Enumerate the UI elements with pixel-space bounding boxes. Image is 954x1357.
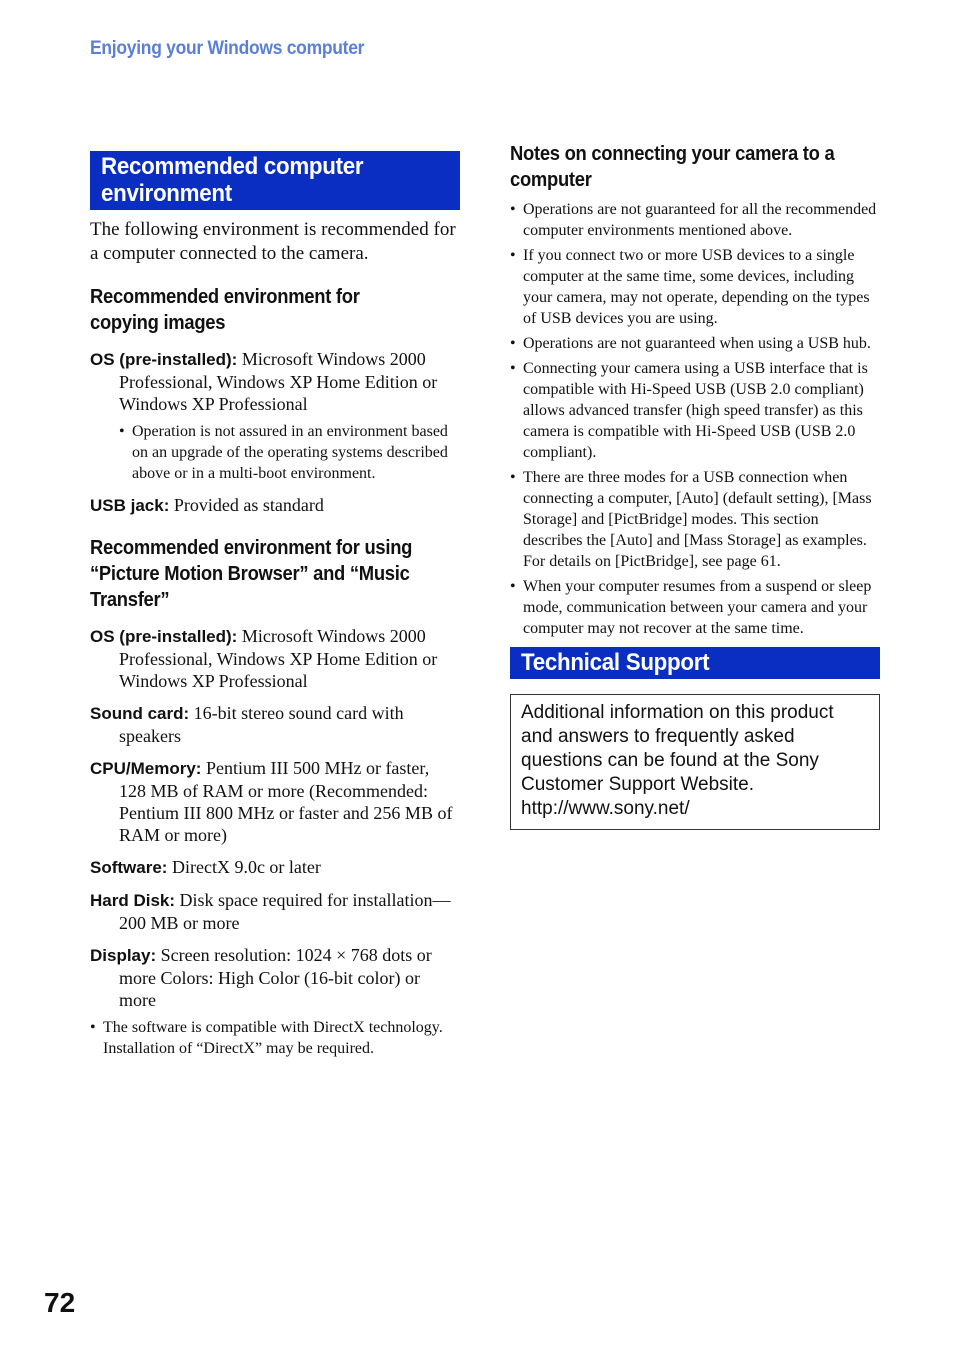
spec-hard-disk [90, 889, 460, 934]
spec-label: Software: [90, 858, 168, 877]
section-title-technical-support: Technical Support [510, 647, 880, 679]
support-text: Additional information on this product and answers to frequently asked questions can be found at the Sony Customer Support Website. [521, 702, 834, 795]
spec-software [90, 856, 460, 879]
spec-os-copying [90, 348, 460, 415]
running-head: Enjoying your Windows computer [90, 38, 365, 59]
notes-list [510, 199, 880, 639]
spec-display [90, 944, 460, 1011]
spec-value: 16-bit stereo sound card with speakers [119, 703, 404, 746]
spec-label: OS (pre-installed): [90, 350, 238, 369]
note-directx: • The software is compatible with DirectX technology. Installation of “DirectX” may be required. [90, 1017, 460, 1059]
list-item: • There are three modes for a USB connection when connecting a computer, [Auto] (default setting), [Mass Storage] and [PictBridge] modes. This section describes the [Auto] and [Mass Storage] as examples. For details on [PictBridge], see page 61. [510, 467, 880, 572]
spec-label: Sound card: [90, 704, 190, 723]
note-os-upgrade: • Operation is not assured in an environment based on an upgrade of the operating systems described above or in a multi-boot environment. [90, 421, 460, 484]
list-item: • Connecting your camera using a USB interface that is compatible with Hi-Speed USB (USB 2.0 compliant) allows advanced transfer (high speed transfer) as this camera is compatible with Hi-Speed USB (USB 2.0 compliant). [510, 358, 880, 463]
spec-label: Display: [90, 946, 157, 965]
spec-label: Hard Disk: [90, 891, 176, 910]
subheading-copying-images: Recommended environment for copying images [90, 286, 360, 334]
support-url-link[interactable]: http://www.sony.net/ [521, 798, 690, 819]
spec-value: Microsoft Windows 2000 Professional, Windows XP Home Edition or Windows XP Professional [119, 349, 438, 414]
spec-label: OS (pre-installed): [90, 627, 238, 646]
spec-value: Provided as standard [169, 495, 324, 515]
subheading-software-environment: Recommended environment for using “Picture Motion Browser” and “Music Transfer” [90, 537, 413, 611]
spec-value: Microsoft Windows 2000 Professional, Windows XP Home Edition or Windows XP Professional [119, 626, 438, 691]
spec-cpu-memory [90, 757, 460, 846]
spec-label: USB jack: [90, 496, 170, 515]
list-item: • If you connect two or more USB devices to a single computer at the same time, some devices, including your camera, may not operate, depending on the types of USB devices you are using. [510, 245, 880, 329]
spec-os-software [90, 625, 460, 692]
left-column [90, 151, 460, 1069]
support-info-box [510, 694, 880, 830]
spec-value: DirectX 9.0c or later [167, 857, 321, 877]
right-column [510, 141, 880, 830]
list-item: • When your computer resumes from a suspend or sleep mode, communication between your camera and your computer may not recover at the same time. [510, 576, 880, 639]
list-item: • Operations are not guaranteed when using a USB hub. [510, 333, 880, 354]
page-number: 72 [44, 1287, 76, 1318]
section-title-recommended-environment: Recommended computer environment [90, 151, 460, 210]
intro-paragraph: The following environment is recommended for a computer connected to the camera. [90, 219, 456, 264]
spec-value: Disk space required for installation—200 MB or more [119, 890, 451, 933]
notes-heading: Notes on connecting your camera to a computer [510, 143, 835, 191]
spec-value: Screen resolution: 1024 × 768 dots or more Colors: High Color (16-bit color) or more [119, 945, 432, 1010]
spec-value: Pentium III 500 MHz or faster, 128 MB of RAM or more (Recommended: Pentium III 800 MHz or faster and 256 MB of RAM or more) [119, 758, 453, 845]
spec-usb-jack [90, 494, 460, 517]
spec-sound-card [90, 702, 460, 747]
spec-label: CPU/Memory: [90, 759, 202, 778]
list-item: • Operations are not guaranteed for all the recommended computer environments mentioned above. [510, 199, 880, 241]
